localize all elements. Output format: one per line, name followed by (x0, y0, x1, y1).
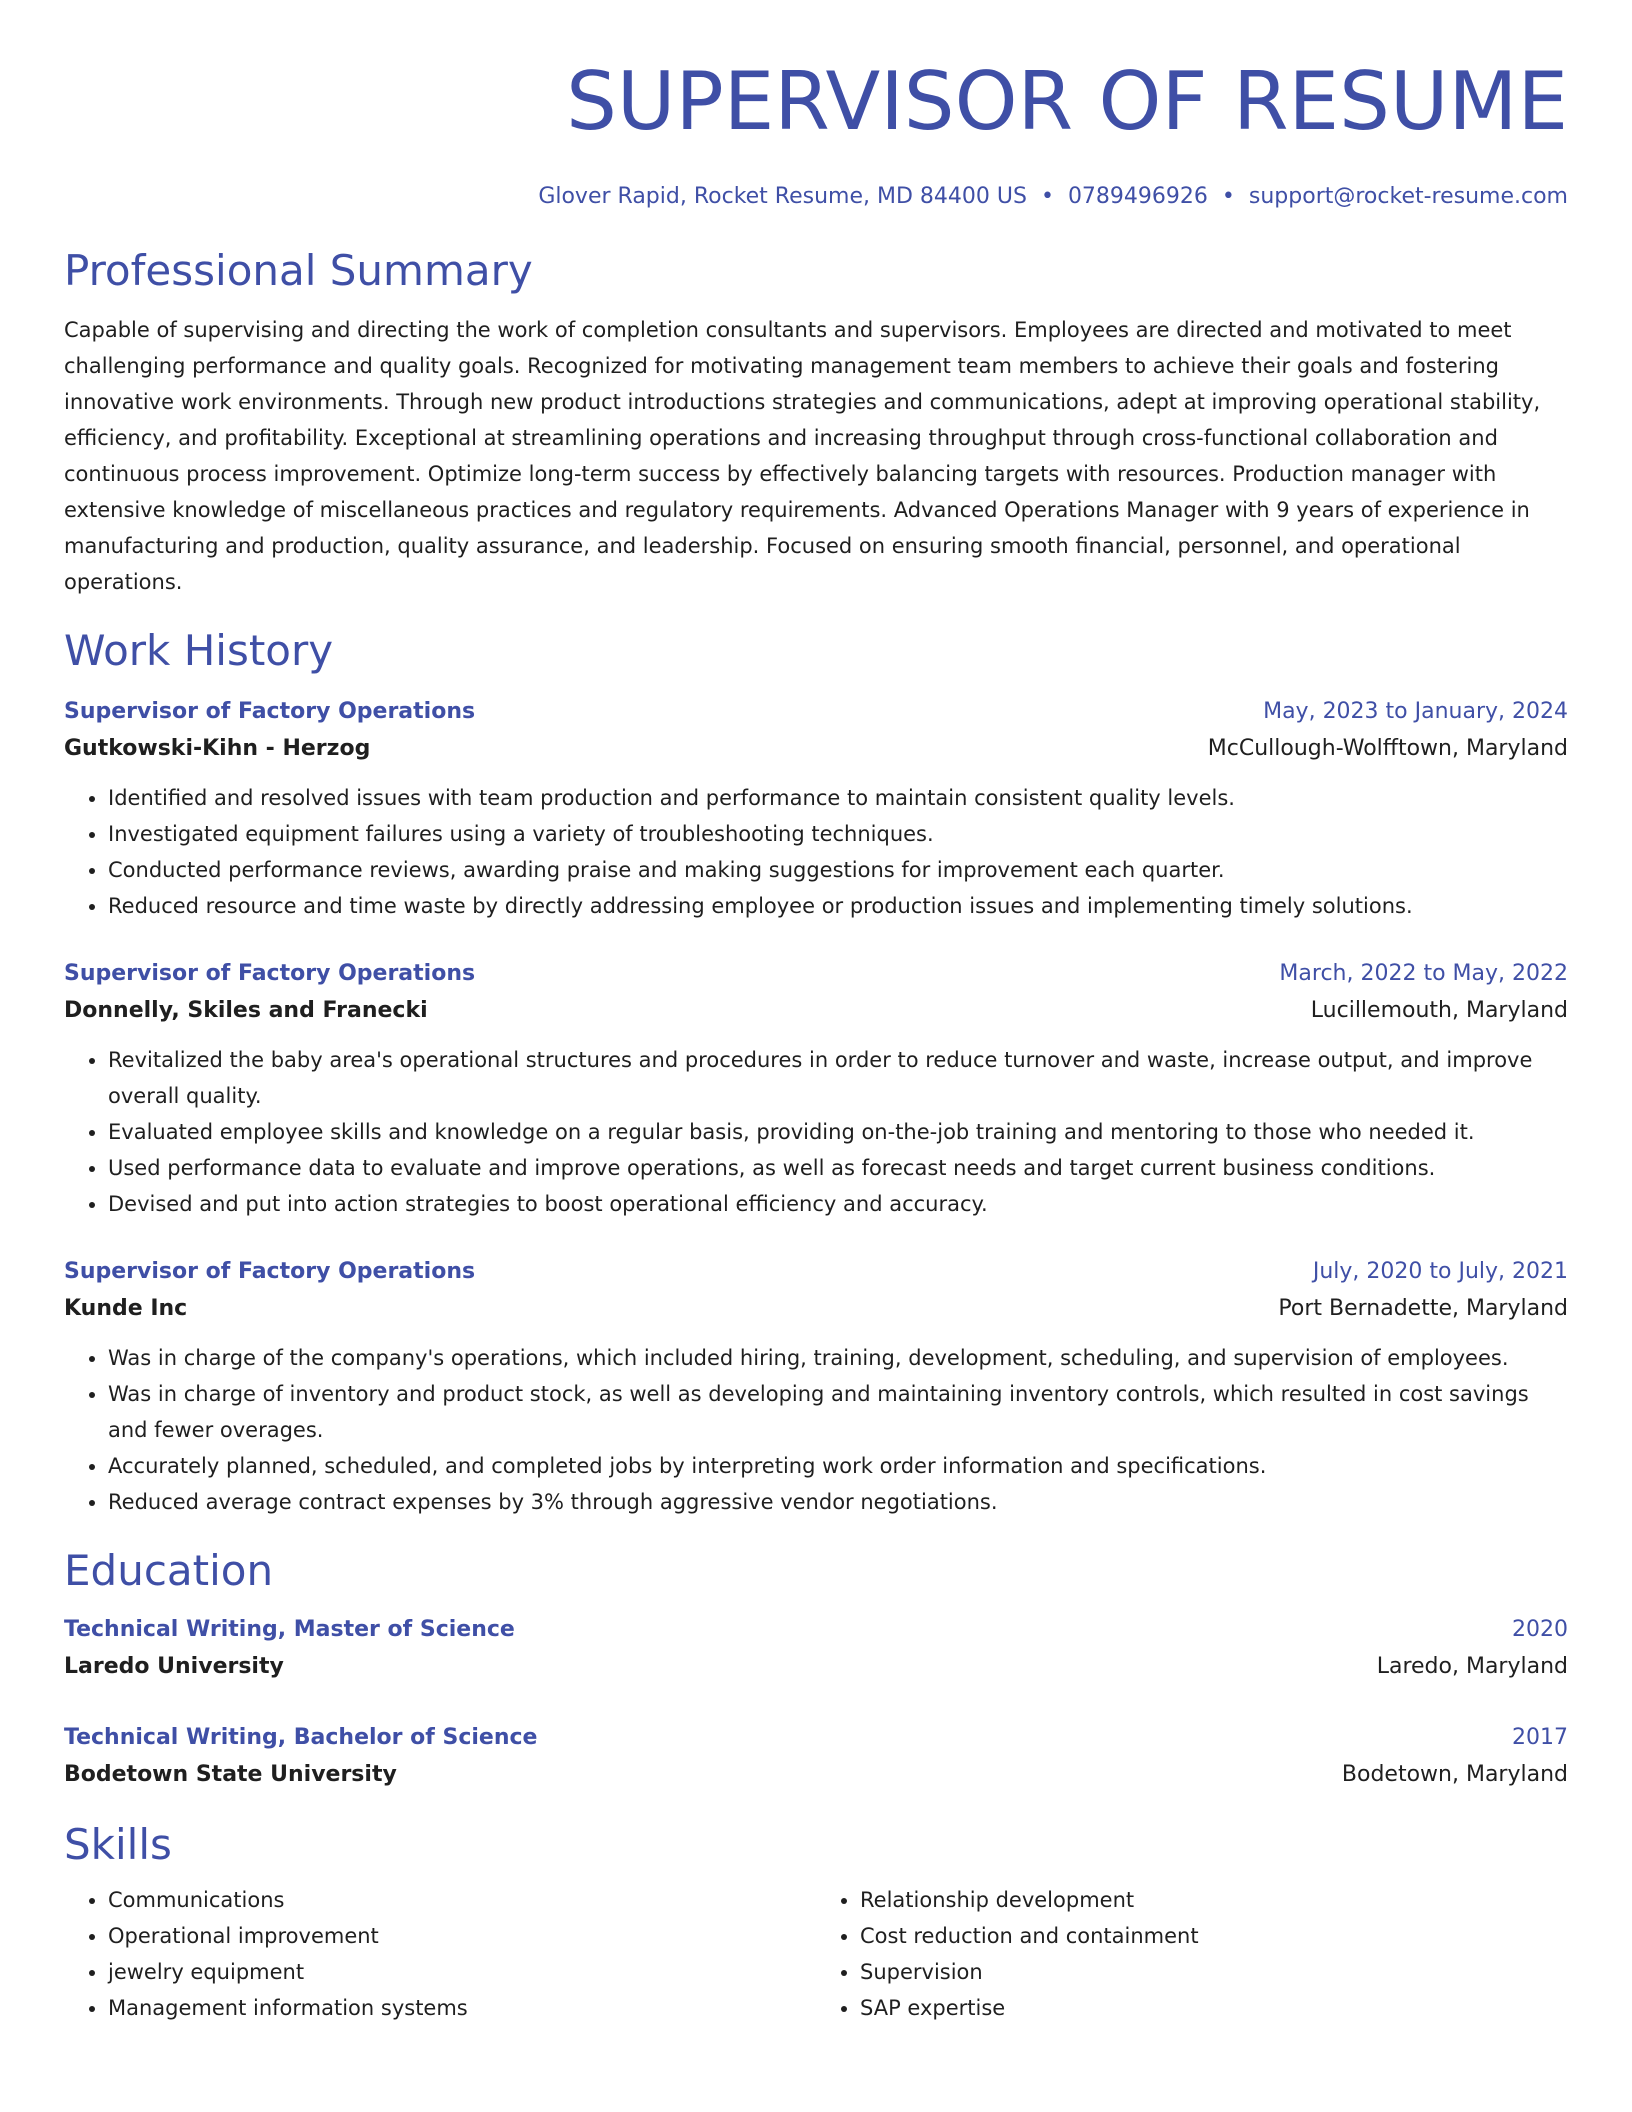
skill-item: • jewelry equipment (108, 1954, 816, 1990)
contact-separator: • (1040, 184, 1054, 209)
education-year: 2017 (1512, 1725, 1568, 1750)
job-bullets (64, 1340, 1568, 1520)
job-bullet: • Evaluated employee skills and knowledge on a regular basis, providing on-the-job training and mentoring to those who needed it. (108, 1114, 1568, 1150)
skill-item: • Supervision (860, 1954, 1568, 1990)
job-company: Kunde Inc (64, 1296, 188, 1321)
education-entry (64, 1720, 1568, 1794)
job-role: Supervisor of Factory Operations (64, 1259, 476, 1284)
job-bullet: • Was in charge of inventory and product stock, as well as developing and maintaining inventory controls, which resulted in cost savings and fewer overages. (108, 1376, 1568, 1448)
education-school: Laredo University (64, 1654, 284, 1679)
job-entry (64, 1254, 1568, 1520)
job-bullets (64, 1042, 1568, 1222)
education-location: Laredo, Maryland (1376, 1654, 1568, 1679)
candidate-name: SUPERVISOR OF RESUME (566, 55, 1568, 148)
job-dates: May, 2023 to January, 2024 (1263, 699, 1568, 724)
skills-column-right (816, 1882, 1568, 2026)
job-bullet: • Reduced average contract expenses by 3% through aggressive vendor negotiations. (108, 1484, 1568, 1520)
job-bullet: • Was in charge of the company's operations, which included hiring, training, development, scheduling, and supervision of employees. (108, 1340, 1568, 1376)
skills-list (64, 1882, 1568, 2026)
job-location: Lucillemouth, Maryland (1310, 998, 1568, 1023)
job-company: Donnelly, Skiles and Franecki (64, 998, 428, 1023)
work-history-heading: Work History (64, 626, 334, 675)
job-location: McCullough-Wolfftown, Maryland (1207, 736, 1568, 761)
job-dates: July, 2020 to July, 2021 (1312, 1259, 1568, 1284)
skills-heading: Skills (64, 1820, 172, 1869)
skill-item: • Management information systems (108, 1990, 816, 2026)
contact-line (64, 182, 1568, 212)
job-bullet: • Identified and resolved issues with team production and performance to maintain consistent quality levels. (108, 780, 1568, 816)
job-entry (64, 956, 1568, 1222)
contact-email: support@rocket-resume.com (1248, 184, 1568, 209)
skill-item: • Relationship development (860, 1882, 1568, 1918)
education-degree: Technical Writing, Bachelor of Science (64, 1725, 538, 1750)
skill-item: • Cost reduction and containment (860, 1918, 1568, 1954)
contact-phone: 0789496926 (1067, 184, 1208, 209)
job-bullets (64, 780, 1568, 924)
contact-address: Glover Rapid, Rocket Resume, MD 84400 US (538, 184, 1027, 209)
job-bullet: • Used performance data to evaluate and improve operations, as well as forecast needs and target current business conditions. (108, 1150, 1568, 1186)
skill-item: • Operational improvement (108, 1918, 816, 1954)
education-heading: Education (64, 1546, 274, 1595)
summary-text: Capable of supervising and directing the work of completion consultants and supervisors. Employees are directed and motivated to meet challenging performance and quality goals. Recognized for motivating management team members to achieve their goals and fostering innovative work environments. Through new product introductions strategies and communications, adept at improving operational stability, efficiency, and profitability. Exceptional at streamlining operations and increasing throughput through cross-functional collaboration and continuous process improvement. Optimize long-term success by effectively balancing targets with resources. Production manager with extensive knowledge of miscellaneous practices and regulatory requirements. Advanced Operations Manager with 9 years of experience in manufacturing and production, quality assurance, and leadership. Focused on ensuring smooth financial, personnel, and operational operations. (64, 318, 1541, 594)
job-entry (64, 694, 1568, 924)
resume-header (64, 0, 1568, 212)
job-bullet: • Devised and put into action strategies to boost operational efficiency and accuracy. (108, 1186, 1568, 1222)
education-location: Bodetown, Maryland (1341, 1762, 1568, 1787)
job-company: Gutkowski-Kihn - Herzog (64, 736, 371, 761)
education-year: 2020 (1512, 1617, 1568, 1642)
contact-separator: • (1221, 184, 1235, 209)
skill-item: • Communications (108, 1882, 816, 1918)
job-bullet: • Investigated equipment failures using a variety of troubleshooting techniques. (108, 816, 1568, 852)
summary-heading: Professional Summary (64, 246, 533, 295)
job-dates: March, 2022 to May, 2022 (1279, 961, 1568, 986)
job-bullet: • Conducted performance reviews, awarding praise and making suggestions for improvement each quarter. (108, 852, 1568, 888)
job-role: Supervisor of Factory Operations (64, 699, 476, 724)
job-bullet: • Accurately planned, scheduled, and completed jobs by interpreting work order information and specifications. (108, 1448, 1568, 1484)
education-entry (64, 1612, 1568, 1686)
job-role: Supervisor of Factory Operations (64, 961, 476, 986)
education-degree: Technical Writing, Master of Science (64, 1617, 515, 1642)
skill-item: • SAP expertise (860, 1990, 1568, 2026)
skills-column-left (64, 1882, 816, 2026)
job-bullet: • Revitalized the baby area's operational structures and procedures in order to reduce turnover and waste, increase output, and improve overall quality. (108, 1042, 1568, 1114)
education-school: Bodetown State University (64, 1762, 397, 1787)
job-location: Port Bernadette, Maryland (1278, 1296, 1568, 1321)
job-bullet: • Reduced resource and time waste by directly addressing employee or production issues and implementing timely solutions. (108, 888, 1568, 924)
